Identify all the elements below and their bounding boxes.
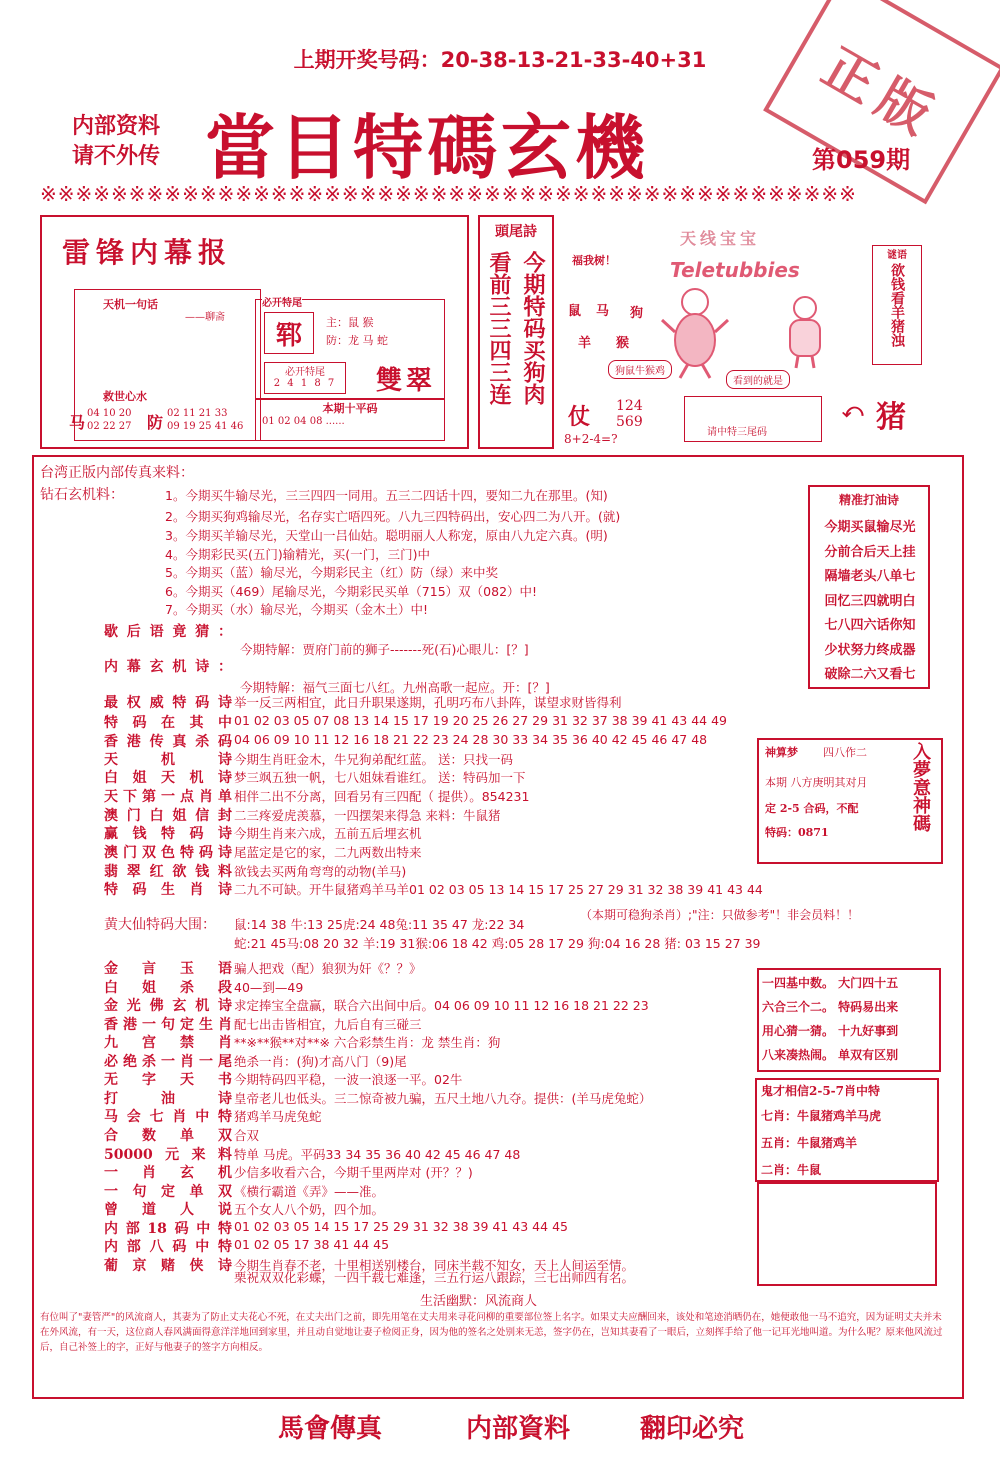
head-tail-poem-line-b: 今期特码买狗肉 — [520, 251, 546, 405]
riddle-title: 谜语 — [887, 250, 907, 261]
yi-nums-1: 124 — [616, 398, 643, 414]
neimu-label: 内幕玄机诗： — [104, 659, 232, 675]
bottom-caption-box — [684, 396, 822, 442]
row-value: 《横行霸道《弄》——准。 — [234, 1184, 385, 1199]
masthead-title: 當目特碼玄機 — [205, 106, 649, 189]
intro-line: 台湾正版内部传真来料： — [40, 465, 194, 481]
yi-nums-2: 569 — [616, 414, 643, 430]
row-value: 04 06 09 10 11 12 16 18 21 22 23 24 28 30 33 34 35 36 40 42 45 46 47 48 — [234, 732, 708, 747]
dream-side-text: 入夢意神碼 — [910, 742, 931, 832]
animal-2: 马 — [596, 304, 610, 319]
animal-4: 羊 — [578, 336, 592, 351]
leifeng-title: 雷锋内幕报 — [62, 236, 233, 269]
row-value: 绝杀一肖：(狗)才高八门（9)尾 — [234, 1054, 407, 1069]
row-value: 今期生肖旺金木，牛兄狗弟配红蓝。 送：只找一码 — [234, 752, 513, 767]
row-value: 五个女人八个奶，四个加。 — [234, 1202, 385, 1217]
row-label: 必绝杀一肖一尾 — [104, 1054, 232, 1070]
hint-line: 六合三个二。 特码易出来 — [762, 1000, 899, 1014]
issue-number: 第059期 — [812, 146, 911, 174]
animal-5: 猴 — [616, 336, 630, 351]
cartoon-panel — [560, 210, 860, 450]
row-value: 举一反三两相宜，此日升职果遂期，孔明巧布八卦阵，谋望求财皆得利 — [234, 695, 622, 710]
head-tail-poem-title: 頭尾詩 — [495, 224, 537, 240]
riddle-poem: 欲钱看羊猪浊 — [889, 263, 905, 347]
humor-label: 生活幽默：风流商人 — [420, 1294, 538, 1309]
zuanshi-label: 钻石玄机料： — [40, 487, 124, 503]
xiehou-label: 歇后语竟猜： — [104, 624, 232, 640]
animal-3: 狗 — [630, 306, 644, 321]
shuang-char: 雙 — [376, 366, 403, 396]
row-label: 打油诗 — [104, 1091, 232, 1107]
row-label: 白姐杀段 — [104, 980, 232, 996]
dream-box — [757, 738, 943, 864]
ma-label: 马 — [69, 413, 86, 432]
poem-line: 隔墙老头八单七 — [824, 569, 916, 584]
internal-note — [72, 112, 160, 172]
dream-line-3: 特码：0871 — [765, 826, 829, 839]
row-value: 今期特码四平稳，一波一浪逐一平。02牛 — [234, 1072, 463, 1087]
zuanshi-item-2: 2。今期买狗鸡输尽光，名存实亡唔四死。八九三四特码出，安心四二为八开。(就) — [165, 509, 621, 524]
row-label: 曾道人说 — [104, 1202, 232, 1218]
huang-line-1: 鼠:14 38 牛:13 25虎:24 48兔:11 35 47 龙:22 34 — [234, 917, 525, 932]
row-value: 皇帝老儿也低头。三二惊奇被九骗，五尺土地八九夺。提供：(羊马虎兔蛇） — [234, 1091, 652, 1106]
must-tail-box — [264, 362, 346, 394]
row-value: 骗人把戏（配）狼狈为奸《？？》 — [234, 961, 422, 976]
row-value: 猪鸡羊马虎兔蛇 — [234, 1109, 322, 1124]
cartoon-caption-mid: 看到的就是 — [726, 370, 790, 389]
head-tail-poem-line-a: 看前三三四三连 — [486, 251, 512, 405]
fang2-label: 防：龙 马 蛇 — [326, 334, 388, 347]
poem-line: 少状努力终成器 — [824, 642, 916, 658]
zodiac-box — [255, 299, 445, 399]
head-tail-poem-box — [478, 215, 554, 449]
empty-box — [757, 1182, 937, 1286]
animal-1: 鼠 — [568, 304, 582, 319]
row-label: 一肖玄机 — [104, 1165, 232, 1181]
row-value: 少信多收看六合，今期千里两岸对 (开？？) — [234, 1165, 473, 1180]
zhu-label: 主：鼠 猴 — [326, 316, 374, 329]
row-label: 内部18码中特 — [104, 1221, 232, 1237]
pig-char: 猪 — [876, 400, 906, 435]
fang-label: 防 — [147, 413, 164, 432]
row-value: 今期生肖来六成，五前五后埋玄机 — [234, 826, 422, 841]
poem-line: 今期买鼠输尽光 — [824, 520, 916, 535]
hint-line: 用心猜一猜。 十九好事到 — [762, 1024, 899, 1038]
ma-nums-1: 04 10 20 — [87, 408, 132, 419]
poem-line: 破除二六又看七 — [824, 667, 916, 682]
hint-line: 一四基中数。 大门四十五 — [762, 976, 899, 990]
zuanshi-item-5: 5。今期买（蓝）输尽光，今期彩民主（红）防（绿）来中奖 — [165, 565, 498, 580]
footer-right: 翻印必究 — [640, 1414, 745, 1444]
bottom-caption: 请中特三尾码 — [707, 427, 767, 438]
ghost-box — [755, 1078, 939, 1182]
row-label: 无字天书 — [104, 1072, 232, 1088]
row-value: 40—到—49 — [234, 980, 304, 995]
row-label: 特码在其中 — [104, 715, 232, 731]
hint-line: 八来凑热闹。 单双有区别 — [762, 1048, 899, 1062]
ghost-line-3: 二肖：牛鼠 — [761, 1163, 822, 1177]
dream-label: 神算梦 — [765, 746, 798, 759]
zuanshi-item-1: 1。今期买牛输尽光，三三四四一同用。五三二四话十四，要知二九在那里。(知) — [165, 488, 608, 503]
ten-codes-line-1: 01 02 04 08 ...... — [262, 416, 345, 427]
row-label: 九宫禁肖 — [104, 1035, 232, 1051]
row-label: 特码生肖诗 — [104, 882, 232, 898]
row-label: 澳门双色特码诗 — [104, 845, 232, 861]
row-value: 合双 — [234, 1128, 260, 1143]
row-label: 天机诗 — [104, 752, 232, 768]
genuine-stamp: 正版 — [763, 0, 1000, 204]
row-value: 求定捧宝全盘赢，联合六出间中后。04 06 09 10 11 12 16 18 21 22 23 — [234, 998, 649, 1013]
leifeng-box — [40, 215, 469, 449]
row-value: 梦三飒五独一帆，七八姐妹看谁红。 送：特码加一下 — [234, 770, 526, 785]
poem-line: 分前合后天上挂 — [824, 544, 916, 560]
row-label: 一句定单双 — [104, 1184, 232, 1200]
dream-nums: 四八作二 — [823, 746, 867, 759]
row-label: 葡京赌侠诗 — [104, 1258, 232, 1274]
huang-note: （本期可稳狗杀肖）;"注：只做参考"！非会员料！！ — [580, 908, 860, 922]
row-label: 香港传真杀码 — [104, 734, 232, 750]
row-label: 白姐天机诗 — [104, 770, 232, 786]
huang-label: 黄大仙特码大围： — [104, 917, 216, 933]
fang-nums-1: 02 11 21 33 — [167, 408, 228, 419]
huang-line-2: 蛇:21 45马:08 20 32 羊:19 31猴:06 18 42 鸡:05 28 17 29 狗:04 16 28 猪: 03 15 27 39 — [234, 936, 761, 951]
teletubby-small-icon — [780, 290, 830, 370]
row-value: **※**猴**对**※ 六合彩禁生肖：龙 禁生肖：狗 — [234, 1035, 501, 1050]
poem-line: 七八四六话你知 — [824, 618, 916, 633]
zuanshi-item-7: 7。今期买（水）输尽光，今期买（金木土）中! — [165, 602, 428, 617]
row-value: 相伴二出不分离，回看另有三四配（ 提供）。854231 — [234, 789, 530, 804]
ten-codes-label: 本期十平码 — [322, 402, 378, 415]
teletubbies-logo: Teletubbies — [670, 258, 800, 282]
row-value: 尾蓝定是它的家，二九两数出特来 — [234, 845, 422, 860]
zuanshi-item-3: 3。今期买羊输尽光，天堂山一吕仙姑。聪明丽人人称宠，原由八九定六真。(明) — [165, 528, 608, 543]
zuanshi-item-4: 4。今期彩民买(五门)输精光，买(一门，三门)中 — [165, 547, 430, 562]
zodiac-box-tag: 必开特尾 — [262, 294, 302, 309]
poem-title: 精准打油诗 — [838, 493, 899, 507]
tianji-sub: ——聊斋 — [185, 312, 225, 323]
row-value: 今期生肖春不老，十里相送别楼台，同床半载不知女，天上人间运至情。 — [234, 1258, 635, 1273]
row-label: 赢钱特码诗 — [104, 826, 232, 842]
ten-codes-box — [255, 399, 445, 441]
tianji-label: 天机一句话 — [103, 298, 158, 311]
row-label: 合数单双 — [104, 1128, 232, 1144]
dream-line-1: 本期 八方庚明其对月 — [765, 776, 868, 789]
row-label: 马会七肖中特 — [104, 1109, 232, 1125]
fei-char: 翠 — [406, 366, 433, 396]
must-tail-label: 必开特尾 — [285, 367, 325, 378]
row-value: 01 02 05 17 38 41 44 45 — [234, 1237, 390, 1252]
humor-text: 有位叫了"妻管严"的风流商人，其妻为了防止丈夫花心不死，在丈夫出门之前，即先用笔在丈夫用来寻花问柳的重要部位签上名字。如果丈夫应酬回来，该处和笔迹消晒仍在，她便敢他一马不追究，因为证明丈夫并未在外风流，有一天，这位商人春风满面得意洋洋地回到家里，并且动自觉地让妻子检阅正身，因为他的签名之处别来无恙，签字仍在，岂知其妻看了一眼后，立刻挥手给了他一记耳光地叫道。为什么呢？原来他风流过后，自己补签上的字，正好与他妻子的签字方向相反。 — [40, 1312, 943, 1353]
fang-nums-2: 09 19 25 41 46 — [167, 421, 244, 432]
row-label: 香港一句定生肖 — [104, 1017, 232, 1033]
ma-nums-2: 02 22 27 — [87, 421, 132, 432]
row-label: 天下第一点肖单 — [104, 789, 232, 805]
row-label: 翡翠红欲钱料 — [104, 864, 232, 880]
internal-note-line-2: 请不外传 — [72, 144, 161, 169]
row-value: 二九不可缺。开牛鼠猪鸡羊马羊01 02 03 05 13 14 15 17 25 27 29 31 32 38 39 41 43 44 — [234, 882, 763, 897]
row-value: 二三疼爱虎羡慕，一四摆架来得急 来料：牛鼠猪 — [234, 808, 501, 823]
riddle-box — [872, 245, 922, 365]
cartoon-arc-text: 天线宝宝 — [680, 229, 761, 248]
zuanshi-item-6: 6。今期买（469）尾输尽光，今期彩民买单（715）双（082）中! — [165, 584, 538, 599]
ornament-row: ※※※※※※※※※※※※※※※※※※※※※※※※※※※※※※※※※※※※※※※※※※※※※※ — [40, 182, 857, 206]
ghost-title: 鬼才相信2-5-7肖中特 — [761, 1084, 881, 1098]
row-label: 50000元来料 — [104, 1147, 232, 1163]
row-value: 01 02 03 05 14 15 17 25 29 31 32 38 39 41 43 44 45 — [234, 1219, 568, 1234]
ghost-line-2: 五肖：牛鼠猪鸡羊 — [761, 1136, 858, 1150]
ghost-line-1: 七肖：牛鼠猪鸡羊马虎 — [761, 1109, 882, 1123]
row-value: 特单 马虎。平码33 34 35 36 40 42 45 46 47 48 — [234, 1147, 521, 1162]
row-value: 配七出击皆相宜，九后自有三碰三 — [234, 1017, 422, 1032]
internal-note-line-1: 内部资料 — [72, 114, 161, 139]
poem-line: 回忆三四就明白 — [824, 593, 916, 609]
row-label: 金言玉语 — [104, 961, 232, 977]
cartoon-caption-left: 狗鼠牛猴鸡 — [608, 360, 672, 379]
must-tail-nums: 2 4 1 8 7 — [273, 378, 337, 389]
jingbi-label: 救世心水 — [103, 390, 147, 403]
arrow-icon: ⤺ — [842, 398, 864, 422]
big-char-box: 郓 — [264, 312, 314, 354]
cartoon-tiny-top: 福我树！ — [572, 254, 616, 267]
row-label: 最权威特码诗 — [104, 695, 232, 711]
yi-char: 仗 — [568, 404, 591, 430]
footer-mid: 内部資料 — [466, 1414, 571, 1444]
xiehou-text: 今期特解：贾府门前的狮子-------死(石)心眼儿：[？] — [240, 642, 529, 657]
row-label: 金光佛玄机诗 — [104, 998, 232, 1014]
footer-left: 馬會傳真 — [278, 1414, 383, 1444]
pujing-line-2: 栗祝双双化彩蝶，一四千载七难逢，三五行运八跟踪，三七出师四有名。 — [234, 1270, 635, 1285]
last-draw-numbers: 上期开奖号码：20-38-13-21-33-40+31 — [293, 48, 707, 72]
neimu-text: 今期特解：福气三面七八红。九州高歌一起应。开：[？] — [240, 680, 550, 695]
formula: 8+2-4=? — [564, 432, 618, 446]
row-label: 澳门白姐信封 — [104, 808, 232, 824]
tianji-box — [69, 289, 261, 441]
row-label: 内部八码中特 — [104, 1239, 232, 1255]
dream-line-2: 定 2-5 合码，不配 — [765, 802, 859, 815]
row-value: 01 02 03 05 07 08 13 14 15 17 19 20 25 26 27 29 31 32 37 38 39 41 43 44 49 — [234, 713, 728, 728]
row-value: 欲钱去买两角弯弯的动物(羊马) — [234, 864, 407, 879]
